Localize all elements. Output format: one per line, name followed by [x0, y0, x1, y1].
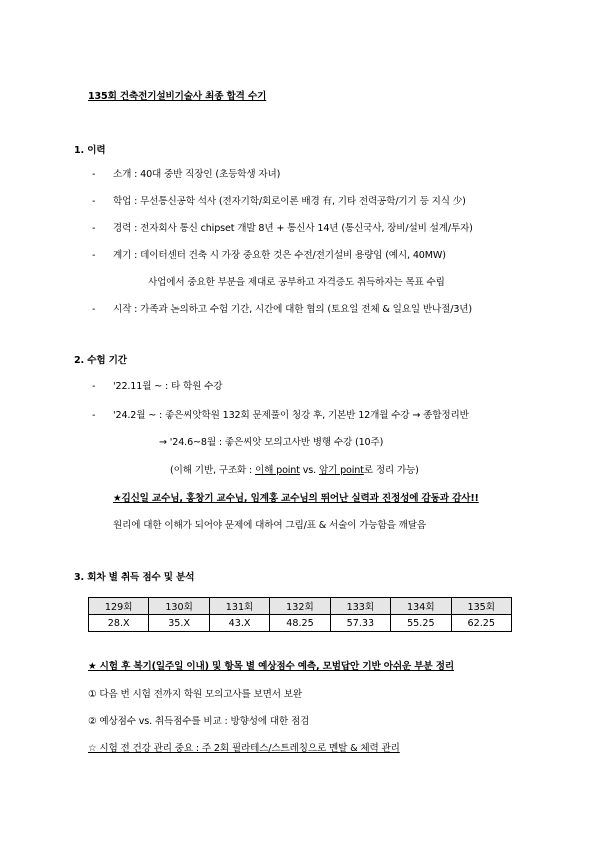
score-table — [88, 597, 512, 632]
history-intro: 소개 : 40대 중반 직장인 (초등학생 자녀) — [113, 169, 281, 180]
score-table-row — [89, 615, 512, 632]
bullet-dash: - — [92, 196, 96, 207]
study-approach-vs: vs. — [299, 465, 319, 476]
study-period-2: '24.2월 ~ : 좋은씨앗학원 132회 문제풀이 청강 후, 기본반 12개월 수강 → 종합정리반 — [113, 410, 469, 421]
study-approach-prefix: (이해 기반, 구조화 : — [170, 465, 255, 476]
round-cell: 131회 — [209, 598, 269, 615]
round-cell: 135회 — [451, 598, 511, 615]
score-cell: 28.X — [89, 615, 149, 632]
score-cell: 55.25 — [391, 615, 451, 632]
section-2-heading: 2. 수험 기간 — [74, 355, 127, 366]
round-cell: 130회 — [149, 598, 209, 615]
history-motivation-continued: 사업에서 중요한 부분을 제대로 공부하고 자격증도 취득하자는 목표 수립 — [148, 277, 445, 288]
bullet-dash: - — [92, 304, 96, 315]
score-cell: 43.X — [209, 615, 269, 632]
history-start: 시작 : 가족과 논의하고 수험 기간, 시간에 대한 협의 (토요일 전체 & 일요일 반나절/3년) — [113, 304, 472, 315]
study-approach-suffix: 로 정리 가능) — [363, 465, 419, 476]
score-cell: 48.25 — [270, 615, 330, 632]
score-table-header-row — [89, 598, 512, 615]
understand-point: 이해 point — [255, 465, 300, 476]
review-step-1: ① 다음 번 시험 전까지 학원 모의고사를 보면서 보완 — [88, 689, 302, 700]
review-step-2: ② 예상점수 vs. 취득점수를 비교 : 방향성에 대한 점검 — [88, 716, 310, 727]
round-cell: 133회 — [330, 598, 390, 615]
study-period-3: → '24.6~8월 : 좋은씨앗 모의고사반 병행 수강 (10주) — [159, 437, 384, 448]
round-cell: 132회 — [270, 598, 330, 615]
review-note: ★ 시험 후 복기(일주일 이내) 및 항목 별 예상점수 예측, 모범답안 기반 아쉬운 부분 정리 — [88, 661, 454, 672]
bullet-dash: - — [92, 250, 96, 261]
bullet-dash: - — [92, 169, 96, 180]
realization-note: 원리에 대한 이해가 되어야 문제에 대하여 그림/표 & 서술이 가능함을 깨달음 — [113, 520, 426, 531]
section-3-heading: 3. 회차 별 취득 점수 및 분석 — [74, 572, 195, 583]
bullet-dash: - — [92, 410, 96, 421]
history-career: 경력 : 전자회사 통신 chipset 개발 8년 + 통신사 14년 (통신국사, 장비/설비 설계/투자) — [113, 223, 473, 234]
history-motivation: 계기 : 데이터센터 건축 시 가장 중요한 것은 수전/전기설비 용량임 (예시, 40MW) — [113, 250, 446, 261]
thanks-note: ★김신일 교수님, 홍창기 교수님, 임계홍 교수님의 뛰어난 실력과 진정성에 감동과 감사!! — [113, 493, 479, 504]
bullet-dash: - — [92, 381, 96, 392]
score-cell: 62.25 — [451, 615, 511, 632]
study-period-1: '22.11월 ~ : 타 학원 수강 — [113, 381, 223, 392]
score-cell: 57.33 — [330, 615, 390, 632]
round-cell: 134회 — [391, 598, 451, 615]
study-approach — [170, 465, 419, 477]
memorize-point: 암기 point — [318, 465, 364, 476]
section-1-heading: 1. 이력 — [74, 145, 106, 156]
round-cell: 129회 — [89, 598, 149, 615]
health-tip: ☆ 시험 전 건강 관리 중요 : 주 2회 필라테스/스트레칭으로 멘탈 & 체력 관리 — [88, 743, 400, 754]
score-cell: 35.X — [149, 615, 209, 632]
history-education: 학업 : 무선통신공학 석사 (전자기학/회로이론 배경 有, 기타 전력공학/기기 등 지식 少) — [113, 196, 466, 207]
document-title: 135회 건축전기설비기술사 최종 합격 수기 — [88, 91, 267, 102]
bullet-dash: - — [92, 223, 96, 234]
